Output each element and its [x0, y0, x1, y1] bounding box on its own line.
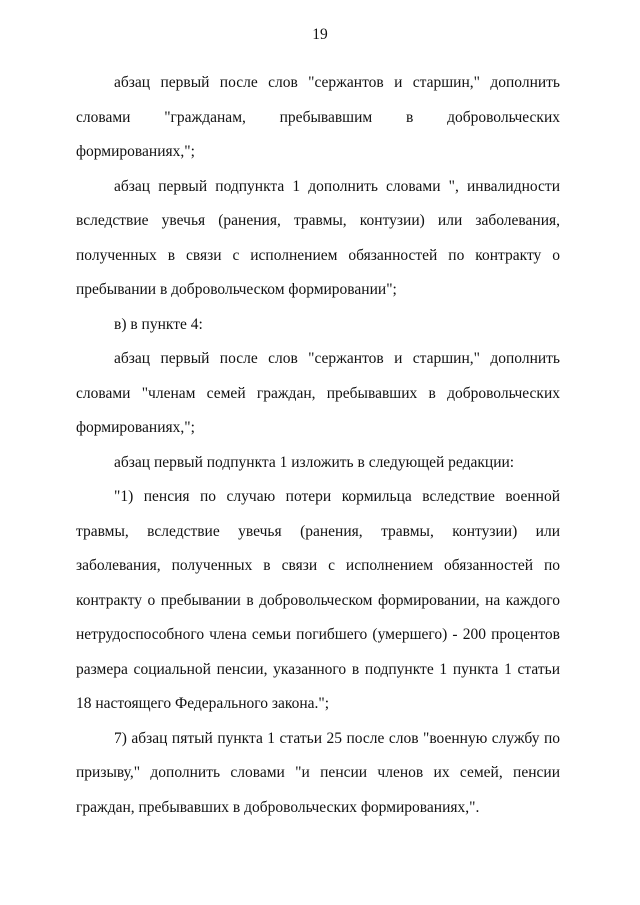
paragraph: абзац первый подпункта 1 дополнить словами ", инвалидности вследствие увечья (ранения, травмы, контузии) или заболевания, полученных в связи с исполнением обязанностей по контракту о пребывании в добровольческом формировании";: [76, 177, 560, 298]
paragraph: "1) пенсия по случаю потери кормильца вследствие военной травмы, вследствие увечья (ранения, травмы, контузии) или заболевания, полученных в связи с исполнением обязанностей по контракту о пребывании в добровольческом формировании, на каждого нетрудоспособного члена семьи погибшего (умершего) - 200 процентов размера социальной пенсии, указанного в подпункте 1 пункта 1 статьи 18 настоящего Федерального закона.";: [76, 488, 560, 712]
page-number: 19: [312, 26, 328, 43]
paragraph: в) в пункте 4:: [114, 315, 203, 333]
paragraph: абзац первый после слов "сержантов и старшин," дополнить словами "гражданам, пребывавшим в добровольческих формированиях,";: [76, 74, 560, 160]
paragraph: 7) абзац пятый пункта 1 статьи 25 после слов "военную службу по призыву," дополнить словами "и пенсии членов их семей, пенсии граждан, пребывавших в добровольческих формированиях,".: [76, 729, 560, 816]
document-body: [76, 66, 560, 825]
paragraph: абзац первый после слов "сержантов и старшин," дополнить словами "членам семей граждан, пребывавших в добровольческих формированиях,";: [76, 350, 560, 436]
paragraph: абзац первый подпункта 1 изложить в следующей редакции:: [114, 453, 515, 471]
